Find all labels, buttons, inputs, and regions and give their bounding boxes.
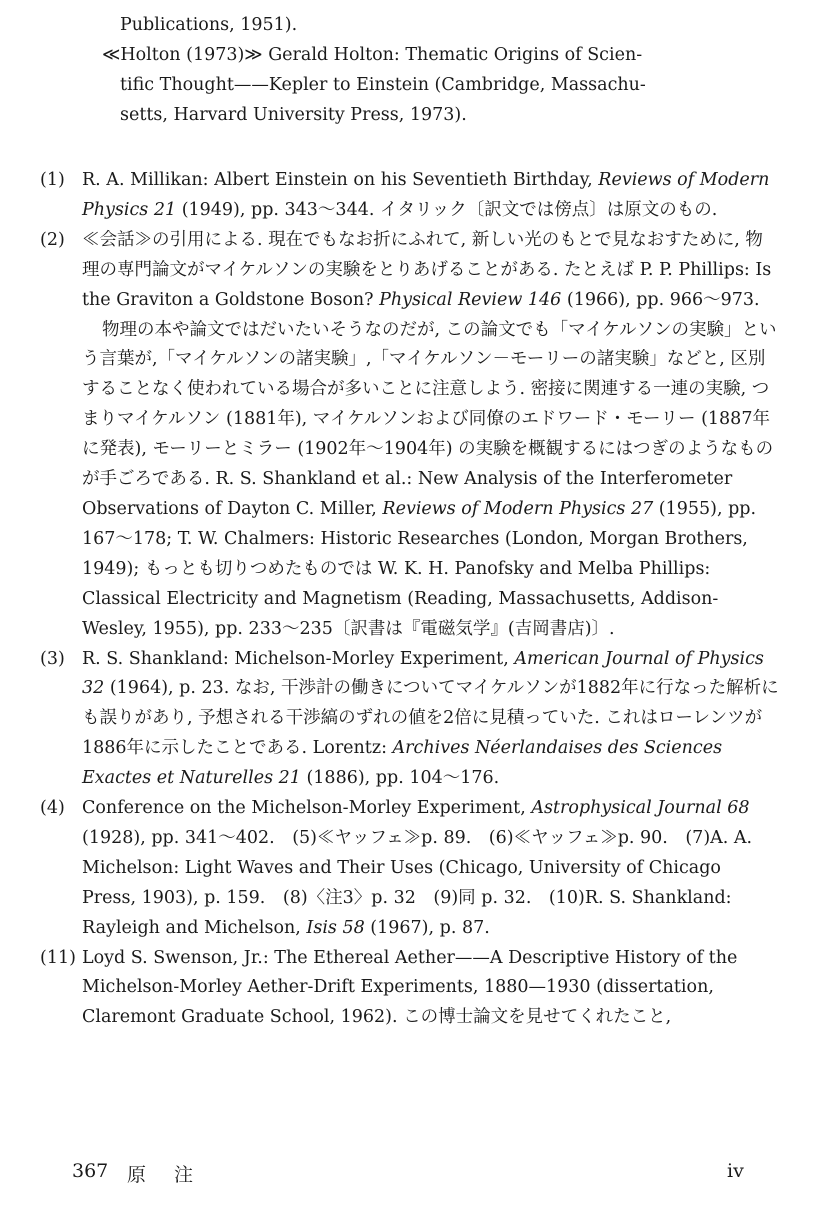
journal-title: Reviews of Modern Physics 27 [382,498,654,519]
bibliography-entry-holton: ≪Holton (1973)≫ Gerald Holton: Thematic Origins of Scien- [102,44,643,65]
note-number: (11) [40,947,76,968]
bibliography-line: Publications, 1951). [120,15,298,35]
note-text: R. S. Shankland: Michelson-Morley Experiment, [82,648,515,669]
note-text: (1955), pp. 167～178; T. W. Chalmers: Historic Researches (London, Morgan Brothers, 1949); もっとも切りつめたものでは W. K. H. Panofsky and Melba Phillips: Classical Electricity and Magnetism (Reading, Massachusetts, Addison-Wesley, 1955), pp. 233～235〔訳書は『電磁気学』(吉岡書店)〕. [82,498,757,639]
note-text: R. A. Millikan: Albert Einstein on his Seventieth Birthday, [82,170,599,190]
note-text: Conference on the Michelson-Morley Experiment, [82,798,532,819]
note-text: (1928), pp. 341～402. (5)≪ヤッフェ≫p. 89. (6)≪ヤッフェ≫p. 90. (7)A. A. Michelson: Light Waves and Their Uses (Chicago, University of Chicago Press, 1903), p. 159. (8)〈注3〉p. 32 (9)同 p. 32. (10)R. S. Shankland: Rayleigh and Michelson, [82,827,753,938]
note-text: (1949), pp. 343～344. イタリック〔訳文では傍点〕は原文のもの. [176,199,718,220]
bibliography-line: setts, Harvard University Press, 1973). [120,104,467,125]
note-number: (1) [40,170,65,190]
note-11 [40,944,780,1034]
bibliography-line: tific Thought——Kepler to Einstein (Cambridge, Massachu- [120,74,646,95]
note-text: (1886), pp. 104～176. [300,768,500,789]
note-text: Loyd S. Swenson, Jr.: The Ethereal Aether——A Descriptive History of the Michelson-Morley Aether-Drift Experiments, 1880—1930 (dissertation, Claremont Graduate School, 1962). この博士論文を見せてくれたこと, [82,947,738,1028]
note-number: (3) [40,648,65,669]
note-text: (1967), p. 87. [364,917,490,938]
note-text: (1964), p. 23. なお, 干渉計の働きについてマイケルソンが1882年に行なった解析にも誤りがあり, 予想される干渉縞のずれの値を2倍に見積っていた. これはローレンツが1886年に示したことである. Lorentz: [82,678,779,759]
note-text: 物理の本や論文ではだいたいそうなのだが, この論文でも「マイケルソンの実験」という言葉が,「マイケルソンの諸実験」,「マイケルソン－モーリーの諸実験」などと, 区別することなく使われている場合が多いことに注意しよう. 密接に関連する一連の実験, つまりマイケルソン (1881年), マイケルソンおよび同僚のエドワード・モーリー (1887年に発表), モーリーとミラー (1902年～1904年) の実験を概観するにはつぎのようなものが手ごろである. R. S. Shankland et al.: New Analysis of the Interferometer Observations of Dayton C. Miller, [82,319,777,519]
bibliography-fragment [102,11,720,131]
journal-title: Astrophysical Journal 68 [531,798,750,819]
running-footer-label: 原注 [127,1164,222,1186]
endnotes [40,166,780,1033]
journal-title: Archives Néerlandaises des Sciences Exactes et Naturelles 21 [82,738,723,789]
note-number: (4) [40,798,65,819]
note-text: ≪会話≫の引用による. 現在でもなお折にふれて, 新しい光のもとで見なおすために, 物理の専門論文がマイケルソンの実験をとりあげることがある. たとえば P. P. Phillips: Is the Graviton a Goldstone Boson? [82,229,772,310]
note-4 [40,794,780,944]
note-3 [40,645,780,795]
note-text: (1966), pp. 966～973. [561,289,760,310]
note-2 [40,226,780,645]
note-paragraph [82,316,780,645]
journal-title: American Journal of Physics 32 [82,648,764,699]
journal-title: Isis 58 [306,917,365,938]
page-number: 367 [72,1160,109,1182]
journal-title: Reviews of Modern Physics 21 [82,170,770,220]
journal-title: Physical Review 146 [379,289,562,310]
section-page-number: iv [727,1160,744,1182]
note-number: (2) [40,229,65,250]
note-1 [40,166,780,226]
